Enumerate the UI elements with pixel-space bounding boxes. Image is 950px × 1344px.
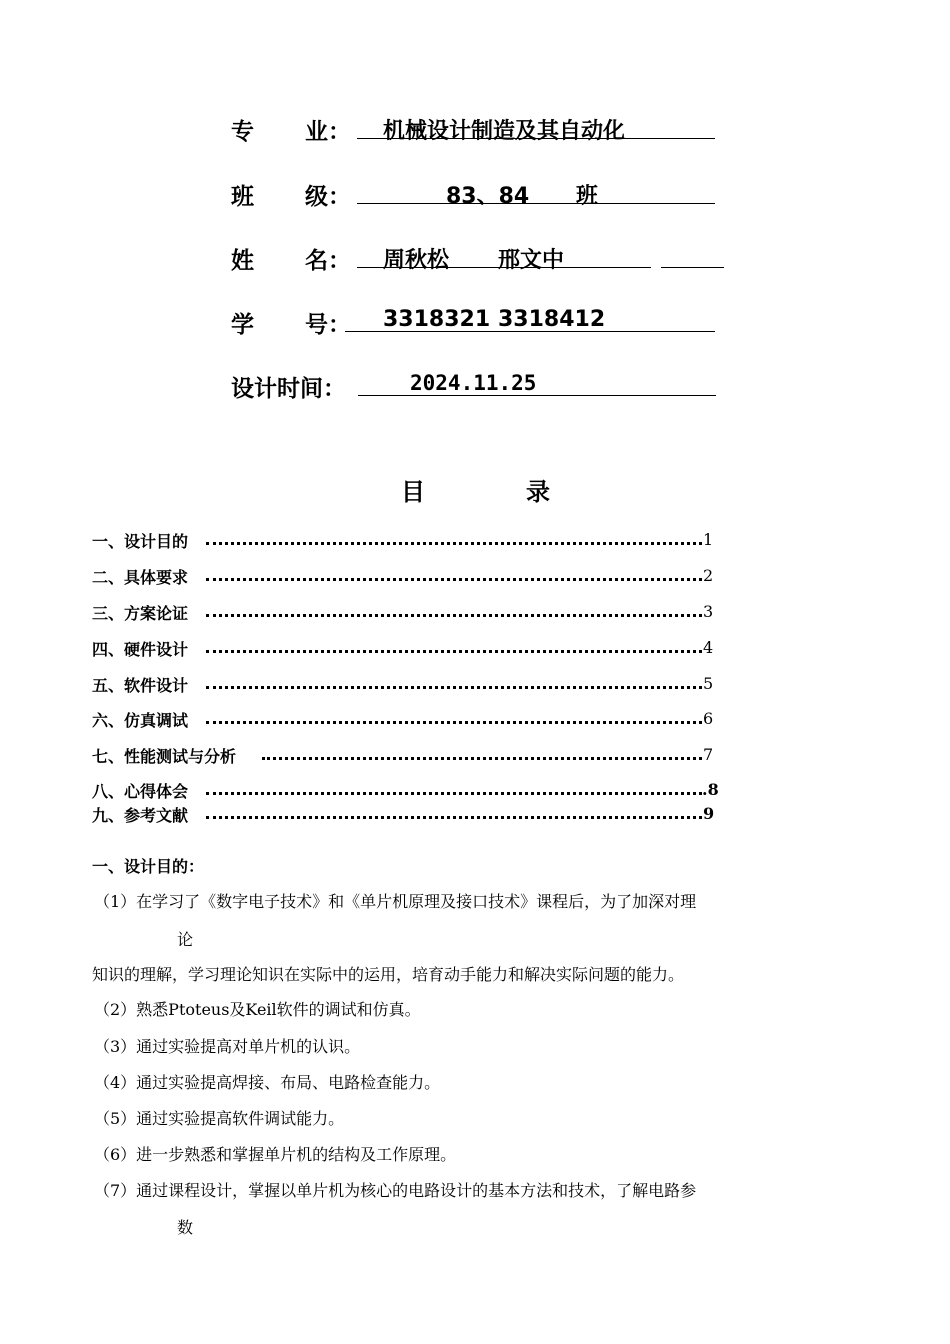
toc-entry-label[interactable]: 二、具体要求 xyxy=(92,568,189,587)
class-label-char-2: 级： xyxy=(305,184,351,210)
major-value: 机械设计制造及其自动化 xyxy=(383,119,626,144)
toc-entry-label[interactable]: 五、软件设计 xyxy=(92,676,189,695)
toc-entry-page: 5 xyxy=(703,674,714,693)
major-label-char-2: 业： xyxy=(305,119,351,145)
toc-leader-dots xyxy=(206,686,702,689)
paragraph-3: （3）通过实验提高对单片机的认识。 xyxy=(94,1037,361,1056)
toc-leader-dots xyxy=(206,721,702,724)
time-underline xyxy=(358,395,716,396)
time-label: 设计时间： xyxy=(231,376,346,402)
design-date: 2024.11.25 xyxy=(410,371,537,395)
toc-entry-page: 4 xyxy=(703,638,714,657)
name-underline xyxy=(357,267,651,268)
toc-entry-page: 6 xyxy=(703,709,714,728)
toc-leader-dots xyxy=(262,757,702,760)
id-label-char-1: 学 xyxy=(231,312,254,338)
name-label-char-2: 名： xyxy=(305,248,351,274)
toc-title-char-1: 目 xyxy=(401,478,425,506)
toc-title-char-2: 录 xyxy=(526,478,550,506)
toc-entry-page: 1 xyxy=(703,530,714,549)
section-heading: 一、设计目的： xyxy=(92,857,205,876)
major-underline xyxy=(357,138,715,139)
class-value-suffix: 班 xyxy=(576,184,599,209)
toc-leader-dots xyxy=(206,614,702,617)
student-name-1: 周秋松 xyxy=(383,248,450,273)
class-value-number: 83、84 xyxy=(446,184,530,209)
paragraph-1-line-2: 论 xyxy=(177,930,194,949)
toc-leader-dots xyxy=(206,578,702,581)
paragraph-1-line-1: （1）在学习了《数字电子技术》和《单片机原理及接口技术》课程后，为了加深对理 xyxy=(94,892,697,911)
paragraph-6: （6）进一步熟悉和掌握单片机的结构及工作原理。 xyxy=(94,1145,457,1164)
major-label-char-1: 专 xyxy=(231,119,254,145)
toc-entry-page: 7 xyxy=(703,745,714,764)
student-id-2: 3318412 xyxy=(498,307,606,332)
toc-entry-label[interactable]: 一、设计目的 xyxy=(92,532,189,551)
toc-entry-page: .8 xyxy=(702,780,719,799)
paragraph-1-line-3: 知识的理解，学习理论知识在实际中的运用，培育动手能力和解决实际问题的能力。 xyxy=(92,965,685,984)
toc-entry-page: 9 xyxy=(703,804,715,823)
paragraph-7-line-1: （7）通过课程设计，掌握以单片机为核心的电路设计的基本方法和技术，了解电路参 xyxy=(94,1181,697,1200)
toc-entry-label[interactable]: 九、参考文献 xyxy=(92,806,189,825)
toc-entry-page: 3 xyxy=(703,602,714,621)
toc-entry-label[interactable]: 七、性能测试与分析 xyxy=(92,747,237,766)
paragraph-4: （4）通过实验提高焊接、布局、电路检查能力。 xyxy=(94,1073,441,1092)
class-underline xyxy=(357,203,715,204)
paragraph-2: （2）熟悉Ptoteus及Keil软件的调试和仿真。 xyxy=(94,1000,421,1019)
paragraph-5: （5）通过实验提高软件调试能力。 xyxy=(94,1109,345,1128)
id-underline xyxy=(345,331,715,332)
toc-entry-page: 2 xyxy=(703,566,714,585)
class-label-char-1: 班 xyxy=(231,184,254,210)
name-label-char-1: 姓 xyxy=(231,248,254,274)
toc-entry-label[interactable]: 八、心得体会 xyxy=(92,782,189,801)
toc-leader-dots xyxy=(206,650,702,653)
toc-leader-dots xyxy=(206,542,702,545)
toc-leader-dots xyxy=(206,816,702,819)
toc-entry-label[interactable]: 三、方案论证 xyxy=(92,604,189,623)
name-underline-extra xyxy=(661,267,724,268)
id-label-char-2: 号： xyxy=(305,312,351,338)
toc-entry-label[interactable]: 六、仿真调试 xyxy=(92,711,189,730)
toc-leader-dots xyxy=(206,792,702,795)
toc-entry-label[interactable]: 四、硬件设计 xyxy=(92,640,189,659)
student-id-1: 3318321 xyxy=(383,307,491,332)
student-name-2: 邢文中 xyxy=(498,248,565,273)
paragraph-7-line-2: 数 xyxy=(177,1218,194,1237)
